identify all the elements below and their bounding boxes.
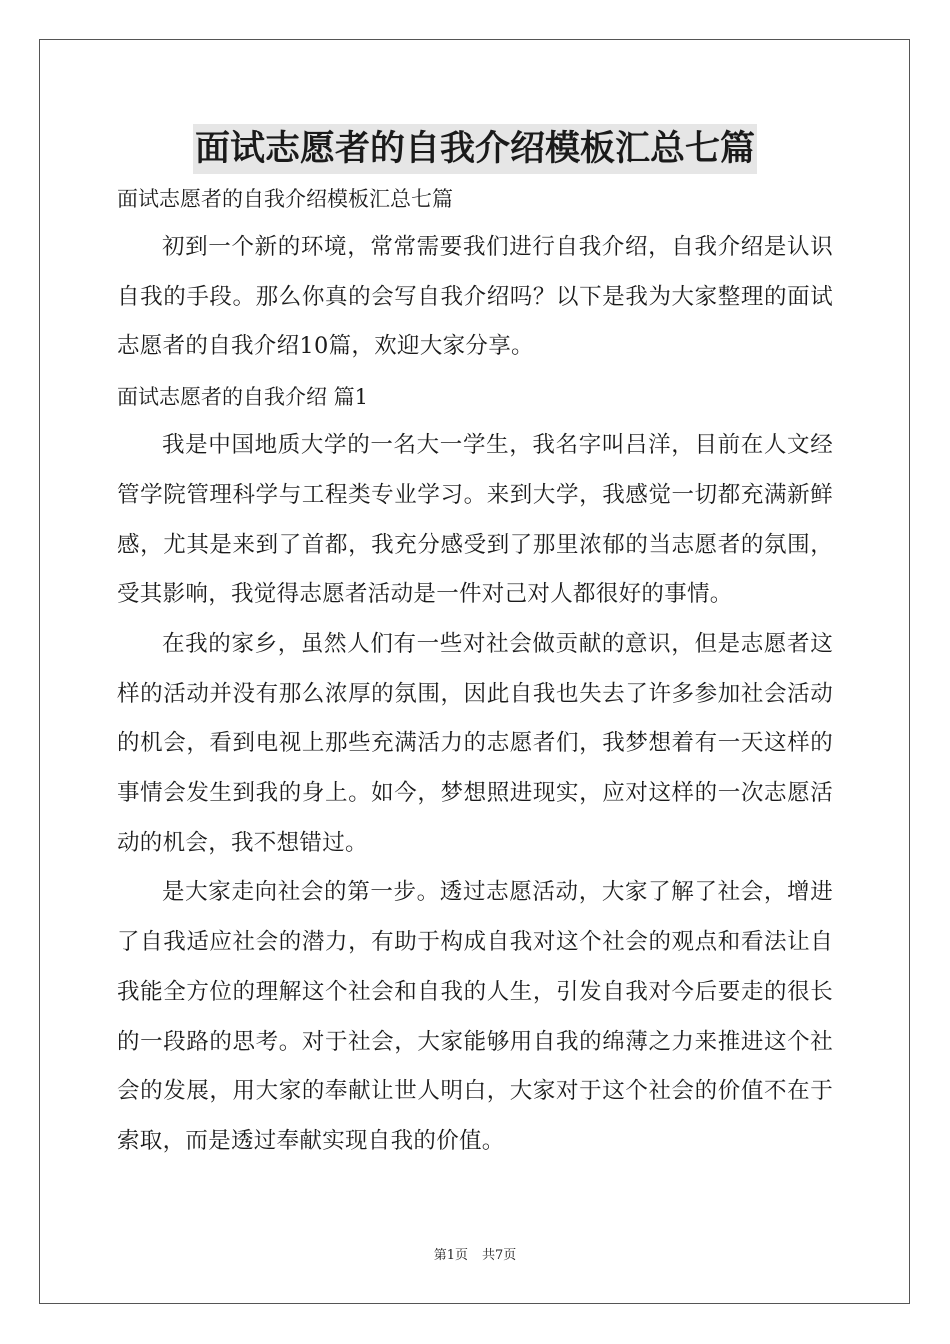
document-subtitle: 面试志愿者的自我介绍模板汇总七篇 <box>117 187 453 211</box>
body-paragraph-2: 在我的家乡，虽然人们有一些对社会做贡献的意识，但是志愿者这样的活动并没有那么浓厚的氛围，因此自我也失去了许多参加社会活动的机会，看到电视上那些充满活力的志愿者们，我梦想着有一天这样的事情会发生到我的身上。如今，梦想照进现实，应对这样的一次志愿活动的机会，我不想错过。 <box>117 630 833 856</box>
document-title: 面试志愿者的自我介绍模板汇总七篇 <box>193 124 757 174</box>
document-body <box>117 180 833 1167</box>
total-pages: 共7页 <box>482 1248 517 1263</box>
intro-paragraph: 初到一个新的环境，常常需要我们进行自我介绍，自我介绍是认识自我的手段。那么你真的会写自我介绍吗？以下是我为大家整理的面试志愿者的自我介绍10篇，欢迎大家分享。 <box>117 234 833 360</box>
section-heading: 面试志愿者的自我介绍 篇1 <box>117 385 369 410</box>
body-paragraph-3: 是大家走向社会的第一步。透过志愿活动，大家了解了社会，增进了自我适应社会的潜力，有助于构成自我对这个社会的观点和看法让自我能全方位的理解这个社会和自我的人生，引发自我对今后要走的很长的一段路的思考。对于社会，大家能够用自我的绵薄之力来推进这个社会的发展，用大家的奉献让世人明白，大家对于这个社会的价值不在于索取，而是透过奉献实现自我的价值。 <box>117 879 833 1154</box>
body-paragraph-1: 我是中国地质大学的一名大一学生，我名字叫吕洋，目前在人文经管学院管理科学与工程类专业学习。来到大学，我感觉一切都充满新鲜感，尤其是来到了首都，我充分感受到了那里浓郁的当志愿者的氛围，受其影响，我觉得志愿者活动是一件对己对人都很好的事情。 <box>117 432 833 608</box>
title-area <box>0 124 950 174</box>
page-footer <box>0 1246 950 1266</box>
page-number: 第1页 <box>433 1248 468 1263</box>
